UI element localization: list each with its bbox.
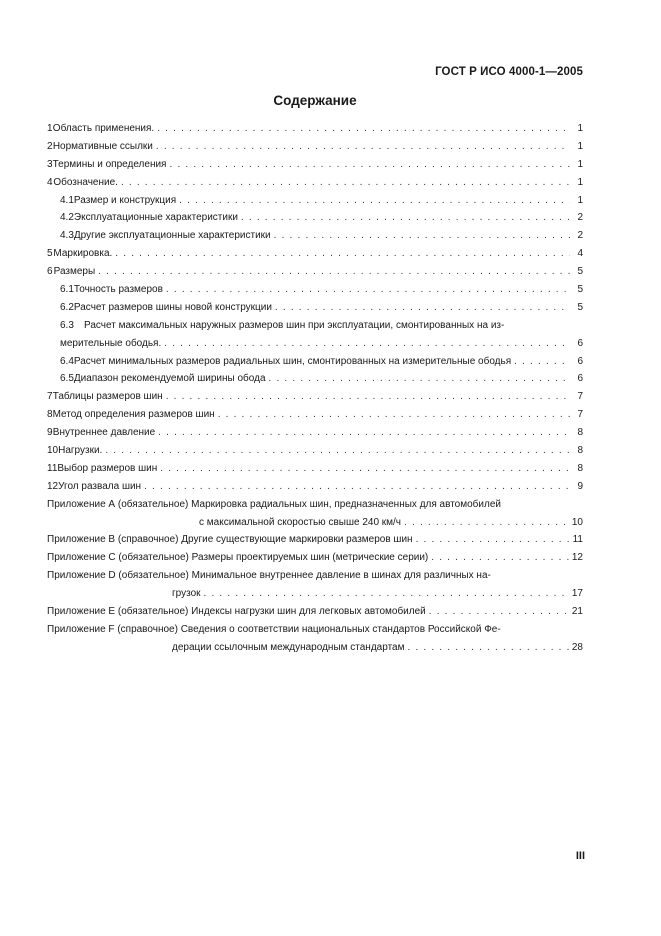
toc-entry-6-3-line2[interactable]: мерительные ободья. . . . 6 — [47, 335, 583, 353]
toc-appendix-e[interactable]: Приложение Е (обязательное) Индексы нагрузки шин для легковых автомобилей . . . 21 — [47, 603, 583, 621]
page-number: III — [575, 850, 585, 862]
toc-entry-6-4[interactable]: 6.4 Расчет минимальных размеров радиальных шин, смонтированных на измерительные ободья . . . 6 — [47, 353, 583, 371]
toc-appendix-a-line1[interactable]: Приложение А (обязательное) Маркировка радиальных шин, предназначенных для автомобилей — [47, 498, 501, 510]
toc-title: Содержание — [273, 93, 357, 108]
table-of-contents — [47, 120, 583, 657]
toc-entry-4-1[interactable]: 4.1 Размер и конструкция . . . 1 — [47, 192, 583, 210]
toc-entry-10[interactable]: 10 Нагрузки. . . . 8 — [47, 442, 583, 460]
toc-entry-1[interactable]: 1 Область применения. . . . 1 — [47, 120, 583, 138]
toc-entry-5[interactable]: 5 Маркировка. . . . 4 — [47, 245, 583, 263]
toc-entry-11[interactable]: 11 Выбор размеров шин . . . 8 — [47, 460, 583, 478]
toc-entry-2[interactable]: 2 Нормативные ссылки . . . 1 — [47, 138, 583, 156]
toc-entry-4-2[interactable]: 4.2 Эксплуатационные характеристики . . . 2 — [47, 209, 583, 227]
toc-entry-3[interactable]: 3 Термины и определения . . . 1 — [47, 156, 583, 174]
toc-appendix-c[interactable]: Приложение С (обязательное) Размеры проектируемых шин (метрические серии) . . . 12 — [47, 549, 583, 567]
toc-appendix-f-line1[interactable]: Приложение F (справочное) Сведения о соответствии национальных стандартов Российской Фе- — [47, 623, 501, 635]
toc-entry-4[interactable]: 4 Обозначение. . . . 1 — [47, 174, 583, 192]
toc-entry-6-2[interactable]: 6.2 Расчет размеров шины новой конструкции . . . 5 — [47, 299, 583, 317]
toc-entry-6-1[interactable]: 6.1 Точность размеров . . . 5 — [47, 281, 583, 299]
toc-entry-6-3-line1[interactable]: 6.3 Расчет максимальных наружных размеров шин при эксплуатации, смонтированных на из- — [60, 319, 505, 331]
toc-appendix-f-line2[interactable]: дерации ссылочным международным стандартам . . . 28 — [47, 639, 583, 657]
toc-entry-9[interactable]: 9 Внутреннее давление . . . 8 — [47, 424, 583, 442]
document-code: ГОСТ Р ИСО 4000-1—2005 — [435, 66, 583, 78]
toc-entry-6[interactable]: 6 Размеры . . . 5 — [47, 263, 583, 281]
toc-appendix-d-line1[interactable]: Приложение D (обязательное) Минимальное внутреннее давление в шинах для различных на- — [47, 570, 491, 582]
toc-appendix-b[interactable]: Приложение В (справочное) Другие существующие маркировки размеров шин . . . 11 — [47, 531, 583, 549]
toc-appendix-a-line2[interactable]: с максимальной скоростью свыше 240 км/ч . . . 10 — [47, 514, 583, 532]
toc-entry-8[interactable]: 8 Метод определения размеров шин . . . 7 — [47, 406, 583, 424]
toc-entry-4-3[interactable]: 4.3 Другие эксплуатационные характеристики . . . 2 — [47, 227, 583, 245]
toc-entry-12[interactable]: 12 Угол развала шин . . . 9 — [47, 478, 583, 496]
toc-entry-6-5[interactable]: 6.5 Диапазон рекомендуемой ширины обода . . . 6 — [47, 370, 583, 388]
toc-appendix-d-line2[interactable]: грузок . . . 17 — [47, 585, 583, 603]
toc-entry-7[interactable]: 7 Таблицы размеров шин . . . 7 — [47, 388, 583, 406]
